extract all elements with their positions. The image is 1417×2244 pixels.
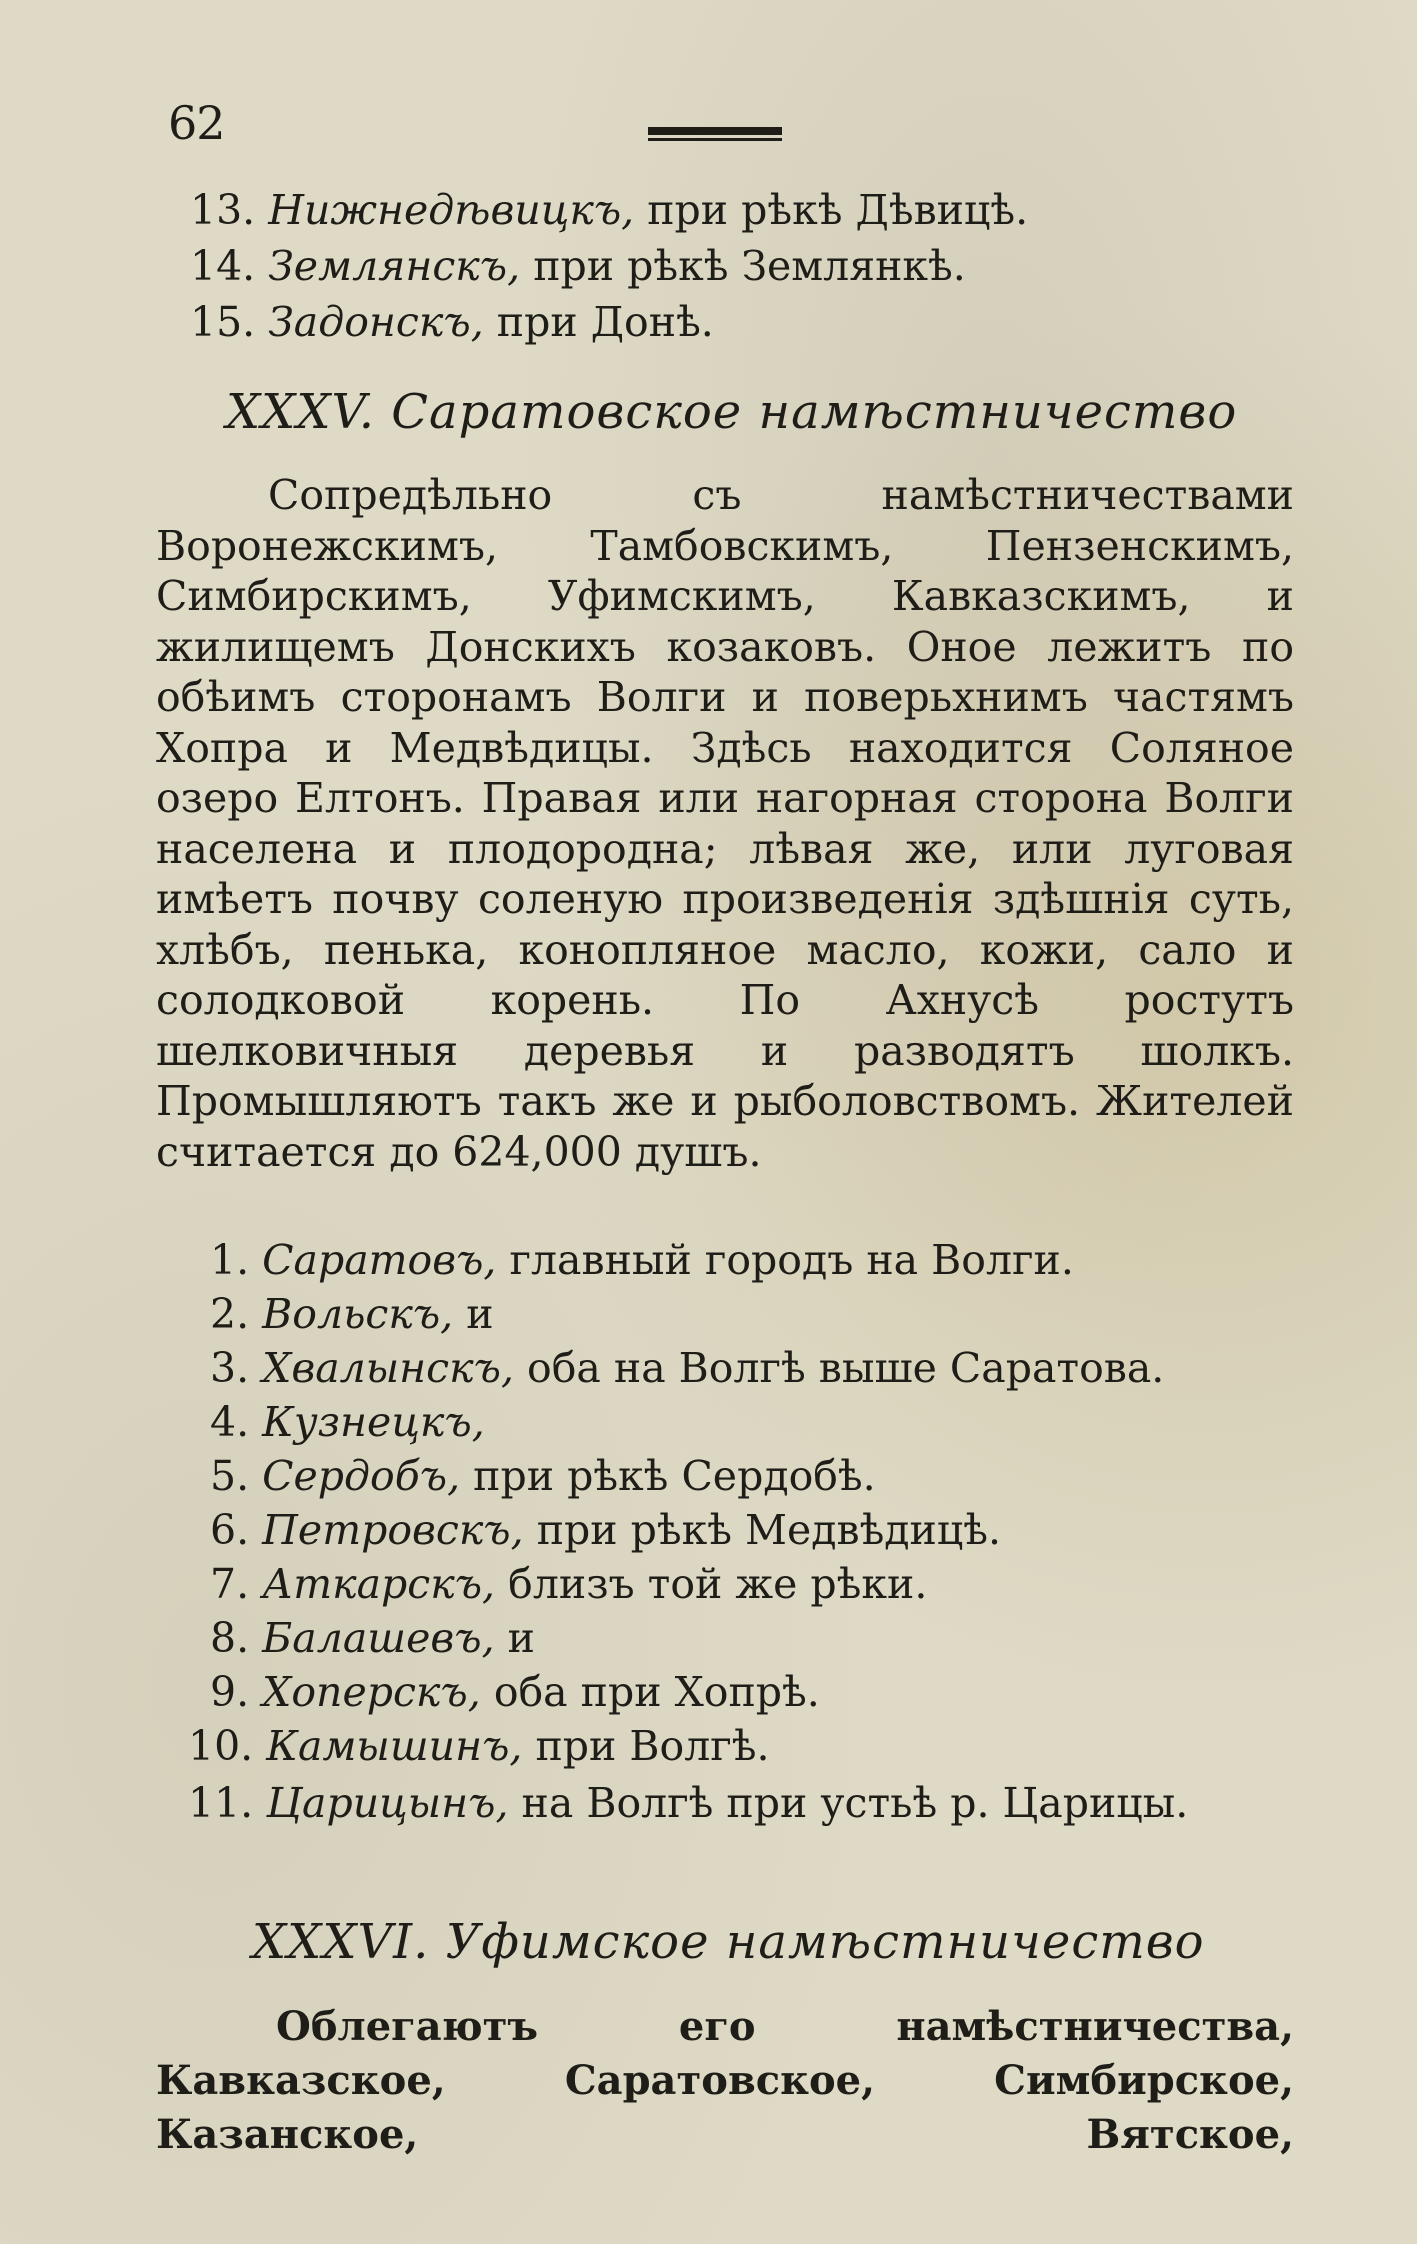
town-name: Задонскъ, <box>268 298 484 346</box>
list-item-number: 3. <box>210 1344 250 1392</box>
list-item <box>188 1720 770 1772</box>
header-rule <box>648 127 782 141</box>
section-paragraph: Сопредѣльно съ намѣстничествами Воронежскимъ, Тамбовскимъ, Пензенскимъ, Симбирскимъ, Уфимскимъ, Кавказскимъ, и жилищемъ Донскихъ козаковъ. Оное лежитъ по обѣимъ сторонамъ Волги и поверьхнимъ частямъ Хопра и Медвѣдицы. Здѣсь находится Соляное озеро Елтонъ. Правая или нагорная сторона Волги населена и плодородна; лѣвая же, или луговая имѣетъ почву соленую произведенія здѣшнія суть, хлѣбъ, пенька, конопляное масло, кожи, сало и солодковой корень. По Ахнусѣ ростутъ шелковичныя деревья и разводятъ шолкъ. Промышляютъ такъ же и рыболовствомъ. Жителей считается до 624,000 душъ. <box>156 471 1294 1176</box>
list-item-number: 2. <box>210 1290 250 1338</box>
list-item-number: 13. <box>190 186 256 234</box>
town-name: Камышинъ, <box>266 1722 523 1770</box>
town-description: главный городъ на Волги. <box>509 1236 1074 1284</box>
list-item-number: 11. <box>188 1779 254 1827</box>
town-description: оба на Волгѣ выше Саратова. <box>527 1344 1165 1392</box>
town-description: при рѣкѣ Землянкѣ. <box>533 242 966 290</box>
town-name: Петровскъ, <box>262 1506 524 1554</box>
town-name: Сердобъ, <box>262 1452 461 1500</box>
list-item <box>188 1776 1294 1830</box>
list-item <box>210 1288 494 1340</box>
list-item-number: 6. <box>210 1506 250 1554</box>
list-item-number: 8. <box>210 1614 250 1662</box>
town-name: Балашевъ, <box>262 1614 495 1662</box>
town-description: на Волгѣ при устьѣ р. Царицы. <box>521 1779 1189 1827</box>
list-item-number: 4. <box>210 1398 250 1446</box>
list-item <box>190 296 714 348</box>
town-name: Землянскъ, <box>268 242 521 290</box>
town-name: Царицынъ, <box>266 1779 509 1827</box>
list-item <box>190 184 1028 236</box>
town-name: Нижнедѣвицкъ, <box>268 186 635 234</box>
list-item <box>210 1504 1001 1556</box>
header-rule-thick <box>648 127 782 135</box>
list-item <box>210 1234 1074 1286</box>
town-name: Кузнецкъ, <box>262 1398 485 1446</box>
town-description: при Волгѣ. <box>535 1722 770 1770</box>
town-description: при рѣкѣ Дѣвицѣ. <box>647 186 1029 234</box>
list-item <box>210 1612 535 1664</box>
section-heading: XXXV. Саратовское намѣстничество <box>226 384 1238 440</box>
list-item-number: 7. <box>210 1560 250 1608</box>
town-name: Саратовъ, <box>262 1236 497 1284</box>
list-item-number: 9. <box>210 1668 250 1716</box>
list-item <box>210 1450 876 1502</box>
list-item <box>210 1342 1164 1394</box>
list-item-number: 14. <box>190 242 256 290</box>
town-description: оба при Хопрѣ. <box>493 1668 820 1716</box>
town-description: при рѣкѣ Сердобѣ. <box>473 1452 876 1500</box>
town-description: близъ той же рѣки. <box>508 1560 928 1608</box>
town-description: при Донѣ. <box>496 298 714 346</box>
town-name: Аткарскъ, <box>262 1560 496 1608</box>
list-item-number: 10. <box>188 1722 254 1770</box>
list-item-number: 1. <box>210 1236 250 1284</box>
page-number: 62 <box>168 96 225 150</box>
list-item <box>190 240 966 292</box>
town-name: Вольскъ, <box>262 1290 454 1338</box>
town-description: и <box>507 1614 535 1662</box>
list-item-number: 5. <box>210 1452 250 1500</box>
town-description: при рѣкѣ Медвѣдицѣ. <box>536 1506 1001 1554</box>
section-heading: XXXVI. Уфимское намѣстничество <box>252 1914 1205 1970</box>
list-item-number: 15. <box>190 298 256 346</box>
town-name: Хвалынскъ, <box>262 1344 514 1392</box>
list-item <box>210 1558 927 1610</box>
town-name: Хоперскъ, <box>262 1668 481 1716</box>
town-description: и <box>466 1290 494 1338</box>
header-rule-thin <box>648 138 782 141</box>
section-paragraph: Облегаютъ его намѣстничества, Кавказское, Саратовское, Симбирское, Казанское, Вятское, <box>156 2003 1294 2158</box>
list-item <box>210 1666 820 1718</box>
list-item <box>210 1396 485 1448</box>
